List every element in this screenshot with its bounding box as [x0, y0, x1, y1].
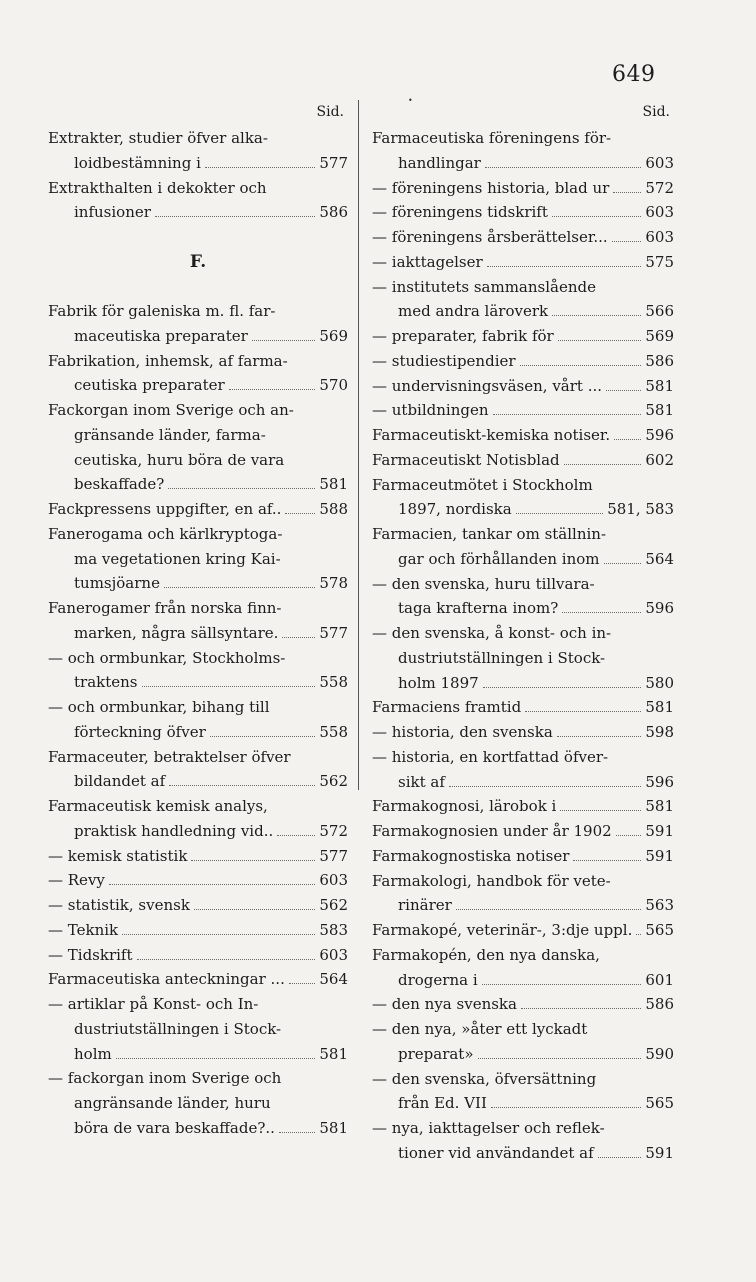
entry-text: Fabrik för galeniska m. fl. far-: [48, 302, 276, 320]
entry-text: — Teknik: [48, 920, 119, 939]
index-entry-line: [48, 349, 348, 374]
dot-leader: [210, 720, 316, 737]
index-entry-line: [48, 596, 348, 621]
index-entry-line: [48, 893, 348, 918]
entry-text: — Tidskrift: [48, 945, 133, 964]
dot-leader: [116, 1042, 316, 1059]
entry-page-number: 586: [645, 351, 674, 370]
index-entry-line: [372, 275, 674, 300]
entry-page-number: 577: [319, 623, 348, 642]
dot-leader: [191, 844, 315, 861]
index-entry-line: [48, 621, 348, 646]
dot-leader: [169, 769, 315, 786]
index-entry-line: [372, 770, 674, 795]
entry-text: maceutiska preparater: [74, 326, 248, 345]
entry-page-number: 596: [645, 772, 674, 791]
index-entry-line: [372, 225, 674, 250]
entry-text: — iakttagelser: [372, 252, 483, 271]
right-entries: [372, 126, 674, 1166]
index-entry-line: [372, 745, 674, 770]
entry-page-number: 562: [319, 772, 348, 791]
dot-leader: [516, 497, 604, 514]
index-entry-line: [372, 844, 674, 869]
index-entry-line: [48, 299, 348, 324]
index-entry-line: [48, 324, 348, 349]
index-entry-line: [48, 868, 348, 893]
index-entry-line: [48, 943, 348, 968]
entry-page-number: 581: [319, 1044, 348, 1063]
entry-text: — den nya, »åter ett lyckadt: [372, 1020, 588, 1038]
dot-leader: [552, 299, 641, 316]
entry-text: gar och förhållanden inom: [398, 549, 600, 568]
index-entry-line: [48, 151, 348, 176]
entry-text: — föreningens historia, blad ur: [372, 178, 610, 197]
index-entry-line: [48, 472, 348, 497]
index-entry-line: [48, 448, 348, 473]
dot-leader: [109, 868, 315, 885]
dot-leader: [137, 943, 316, 960]
entry-page-number: 588: [319, 500, 348, 518]
page-number: 649: [612, 62, 656, 87]
entry-text: infusioner: [74, 203, 151, 222]
index-entry-line: [372, 151, 674, 176]
entry-text: Extrakter, studier öfver alka-: [48, 129, 268, 147]
entry-page-number: 602: [645, 450, 674, 469]
entry-page-number: 590: [645, 1044, 674, 1063]
entry-page-number: 581: [645, 698, 674, 717]
index-entry-line: [372, 918, 674, 943]
index-entry-line: [372, 1116, 674, 1141]
entry-text: Farmaceutiskt Notisblad: [372, 450, 560, 469]
entry-page-number: 583: [319, 920, 348, 939]
entry-page-number: 586: [645, 995, 674, 1014]
dot-leader: [456, 893, 642, 910]
entry-text: — preparater, fabrik för: [372, 327, 554, 345]
entry-page-number: 562: [319, 896, 348, 914]
entry-page-number: 569: [319, 326, 348, 345]
entry-text: — utbildningen: [372, 401, 489, 420]
entry-text: förteckning öfver: [74, 722, 206, 741]
entry-text: — artiklar på Konst- och In-: [48, 995, 259, 1013]
dot-leader: [482, 968, 642, 985]
index-entry-line: [48, 670, 348, 695]
entry-text: — nya, iakttagelser och reflek-: [372, 1119, 605, 1137]
entry-page-number: 564: [645, 549, 674, 568]
entry-page-number: 586: [319, 203, 348, 222]
entry-text: Farmaceutiska anteckningar ...: [48, 970, 285, 989]
index-entry-line: [48, 571, 348, 596]
entry-text: holm: [74, 1044, 112, 1063]
dot-leader: [598, 1141, 642, 1158]
entry-text: rinärer: [398, 896, 452, 915]
entry-text: handlingar: [398, 153, 481, 172]
entry-text: — föreningens tidskrift: [372, 203, 548, 222]
dot-leader: [558, 324, 642, 341]
dot-leader: [552, 200, 641, 217]
index-entry-line: [48, 547, 348, 572]
dot-leader: [606, 374, 641, 391]
entry-text: dustriutställningen i Stock-: [398, 648, 606, 667]
entry-text: Fackpressens uppgifter, en af..: [48, 500, 282, 518]
index-entry-line: [372, 992, 674, 1017]
entry-text: — undervisningsväsen, vårt ...: [372, 376, 603, 395]
index-entry-line: [372, 720, 674, 745]
index-entry-line: [372, 596, 674, 621]
entry-page-number: 591: [645, 822, 674, 840]
entry-page-number: 581, 583: [607, 500, 674, 519]
entry-text: Fabrikation, inhemsk, af farma-: [48, 351, 288, 370]
entry-text: — statistik, svensk: [48, 896, 190, 914]
left-column: [48, 104, 348, 1141]
right-column-header: Sid.: [642, 104, 670, 120]
entry-page-number: 577: [319, 153, 348, 172]
entry-page-number: 575: [645, 252, 674, 271]
entry-page-number: 581: [319, 1118, 348, 1137]
index-entry-line: [48, 646, 348, 671]
index-entry-line: [48, 423, 348, 448]
entry-text: — historia, den svenska: [372, 723, 553, 741]
dot-leader: [636, 918, 641, 935]
index-entry-line: [48, 1116, 348, 1141]
entry-text: 1897, nordiska: [398, 500, 512, 519]
entry-page-number: 581: [645, 376, 674, 395]
print-speck: •: [408, 96, 413, 105]
index-entry-line: [48, 844, 348, 869]
left-entries-e: [48, 126, 348, 225]
entry-page-number: 601: [645, 970, 674, 989]
dot-leader: [282, 621, 315, 638]
entry-page-number: 564: [319, 970, 348, 989]
entry-page-number: 591: [645, 846, 674, 865]
index-entry-line: [372, 126, 674, 151]
index-entry-line: [372, 497, 674, 522]
index-entry-line: [48, 200, 348, 225]
entry-text: Farmakologi, handbok för vete-: [372, 871, 611, 890]
entry-text: från Ed. VII: [398, 1094, 487, 1113]
dot-leader: [168, 472, 315, 489]
index-entry-line: [372, 423, 674, 448]
index-entry-line: [372, 1141, 674, 1166]
entry-text: taga krafterna inom?: [398, 599, 559, 618]
entry-text: — och ormbunkar, bihang till: [48, 698, 270, 716]
dot-leader: [194, 893, 315, 910]
dot-leader: [122, 918, 315, 935]
entry-text: Fanerogama och kärlkryptoga-: [48, 524, 283, 543]
index-entry-line: [372, 968, 674, 993]
dot-leader: [614, 423, 641, 440]
entry-text: Farmaceutisk kemisk analys,: [48, 797, 268, 815]
entry-page-number: 596: [645, 599, 674, 618]
dot-leader: [478, 1042, 642, 1059]
entry-page-number: 565: [645, 1094, 674, 1113]
entry-text: angränsande länder, huru: [74, 1094, 271, 1112]
index-entry-line: [48, 695, 348, 720]
index-entry-line: [48, 967, 348, 992]
index-entry-line: [48, 373, 348, 398]
entry-text: Farmakognosien under år 1902: [372, 822, 612, 840]
index-entry-line: [372, 176, 674, 201]
entry-page-number: 558: [319, 722, 348, 741]
dot-leader: [449, 770, 641, 787]
entry-page-number: 603: [645, 228, 674, 246]
index-entry-line: [48, 126, 348, 151]
index-entry-line: [372, 869, 674, 894]
entry-text: Extrakthalten i dekokter och: [48, 178, 267, 197]
index-entry-line: [372, 200, 674, 225]
dot-leader: [164, 571, 315, 588]
entry-page-number: 572: [319, 821, 348, 840]
entry-text: beskaffade?: [74, 475, 165, 494]
dot-leader: [483, 671, 642, 688]
entry-text: — föreningens årsberättelser...: [372, 228, 608, 246]
index-entry-line: [372, 819, 674, 844]
index-entry-line: [48, 497, 348, 522]
index-entry-line: [372, 473, 674, 498]
dot-leader: [573, 844, 641, 861]
dot-leader: [155, 200, 315, 217]
index-entry-line: [48, 1042, 348, 1067]
entry-text: böra de vara beskaffade?..: [74, 1118, 275, 1137]
index-entry-line: [48, 1091, 348, 1116]
entry-text: marken, några sällsyntare.: [74, 623, 279, 642]
entry-text: — den nya svenska: [372, 995, 517, 1014]
dot-leader: [277, 819, 315, 836]
entry-text: loidbestämning i: [74, 153, 201, 172]
index-entry-line: [372, 671, 674, 696]
dot-leader: [525, 695, 641, 712]
entry-text: tumsjöarne: [74, 574, 160, 593]
index-entry-line: [372, 794, 674, 819]
index-entry-line: [372, 1017, 674, 1042]
entry-text: — historia, en kortfattad öfver-: [372, 747, 609, 766]
entry-page-number: 598: [645, 723, 674, 741]
entry-text: Farmakognostiska notiser: [372, 846, 570, 865]
entry-text: Farmakopé, veterinär-, 3:dje uppl.: [372, 921, 633, 939]
entry-text: Farmakognosi, lärobok i: [372, 797, 557, 816]
entry-text: preparat»: [398, 1044, 474, 1063]
entry-text: — den svenska, huru tillvara-: [372, 574, 595, 593]
index-entry-line: [372, 695, 674, 720]
dot-leader: [205, 151, 315, 168]
entry-text: — och ormbunkar, Stockholms-: [48, 648, 286, 667]
entry-page-number: 603: [319, 945, 348, 964]
index-entry-line: [48, 992, 348, 1017]
index-entry-line: [372, 893, 674, 918]
entry-text: — institutets sammanslående: [372, 277, 596, 296]
index-entry-line: [48, 1066, 348, 1091]
dot-leader: [521, 992, 641, 1009]
dot-leader: [493, 398, 642, 415]
index-entry-line: [372, 250, 674, 275]
index-entry-line: [48, 398, 348, 423]
dot-leader: [604, 547, 642, 564]
entry-page-number: 569: [645, 327, 674, 345]
entry-text: ceutiska, huru böra de vara: [74, 450, 285, 469]
dot-leader: [485, 151, 642, 168]
dot-leader: [613, 176, 641, 193]
index-entry-line: [48, 794, 348, 819]
index-entry-line: [372, 374, 674, 399]
dot-leader: [557, 720, 642, 737]
entry-text: traktens: [74, 673, 138, 692]
entry-page-number: 558: [319, 673, 348, 692]
dot-leader: [252, 324, 316, 341]
entry-text: Fackorgan inom Sverige och an-: [48, 401, 294, 419]
left-column-header: Sid.: [316, 104, 344, 120]
entry-text: — kemisk statistik: [48, 846, 188, 865]
entry-page-number: 581: [319, 475, 348, 494]
entry-page-number: 565: [645, 921, 674, 939]
dot-leader: [612, 225, 642, 242]
entry-page-number: 578: [319, 574, 348, 593]
dot-leader: [285, 497, 315, 514]
index-entry-line: [372, 547, 674, 572]
entry-text: — den svenska, öfversättning: [372, 1069, 597, 1088]
index-entry-line: [372, 1067, 674, 1092]
entry-text: — fackorgan inom Sverige och: [48, 1069, 282, 1088]
entry-text: — Revy: [48, 871, 105, 890]
index-entry-line: [48, 522, 348, 547]
entry-text: med andra läroverk: [398, 302, 549, 321]
index-entry-line: [48, 769, 348, 794]
entry-text: bildandet af: [74, 772, 166, 791]
entry-text: ceutiska preparater: [74, 376, 225, 395]
dot-leader: [289, 967, 316, 984]
dot-leader: [562, 596, 641, 613]
index-entry-line: [48, 720, 348, 745]
entry-page-number: 603: [645, 153, 674, 172]
entry-text: Farmakopén, den nya danska,: [372, 945, 600, 964]
dot-leader: [560, 794, 641, 811]
entry-page-number: 591: [645, 1143, 674, 1162]
entry-page-number: 603: [645, 203, 674, 222]
entry-text: Farmaceutmötet i Stockholm: [372, 475, 593, 494]
entry-text: — studiestipendier: [372, 351, 516, 370]
index-entry-line: [372, 299, 674, 324]
entry-page-number: 577: [319, 846, 348, 865]
dot-leader: [487, 250, 642, 267]
index-entry-line: [372, 621, 674, 646]
entry-text: praktisk handledning vid..: [74, 821, 274, 840]
entry-text: Farmaceutiskt-kemiska notiser.: [372, 426, 611, 444]
index-entry-line: [372, 522, 674, 547]
entry-text: dustriutställningen i Stock-: [74, 1019, 282, 1038]
entry-page-number: 596: [645, 426, 674, 444]
dot-leader: [616, 819, 642, 836]
index-entry-line: [372, 398, 674, 423]
index-entry-line: [372, 572, 674, 597]
entry-page-number: 572: [645, 178, 674, 197]
index-entry-line: [48, 176, 348, 201]
right-column: [372, 104, 674, 1166]
index-entry-line: [372, 324, 674, 349]
index-entry-line: [48, 745, 348, 770]
entry-text: gränsande länder, farma-: [74, 425, 266, 444]
dot-leader: [520, 349, 642, 366]
index-entry-line: [48, 819, 348, 844]
left-entries-f: [48, 299, 348, 1141]
dot-leader: [279, 1116, 315, 1133]
entry-text: drogerna i: [398, 970, 478, 989]
entry-text: — den svenska, å konst- och in-: [372, 624, 612, 642]
entry-text: tioner vid användandet af: [398, 1143, 594, 1162]
entry-page-number: 580: [645, 673, 674, 692]
entry-page-number: 563: [645, 896, 674, 915]
entry-text: Farmacien, tankar om ställnin-: [372, 525, 607, 543]
index-entry-line: [372, 1042, 674, 1067]
entry-page-number: 603: [319, 871, 348, 890]
entry-page-number: 566: [645, 302, 674, 321]
entry-text: Fanerogamer från norska finn-: [48, 599, 282, 617]
section-letter: F.: [189, 252, 207, 272]
index-entry-line: [372, 943, 674, 968]
index-entry-line: [372, 448, 674, 473]
entry-text: ma vegetationen kring Kai-: [74, 549, 281, 568]
index-entry-line: [372, 646, 674, 671]
entry-text: Farmaceutiska föreningens för-: [372, 129, 612, 147]
index-entry-line: [48, 1017, 348, 1042]
entry-text: sikt af: [398, 772, 445, 791]
entry-text: Farmaceuter, betraktelser öfver: [48, 747, 291, 766]
index-entry-line: [372, 349, 674, 374]
entry-text: Farmaciens framtid: [372, 698, 522, 717]
entry-page-number: 581: [645, 797, 674, 816]
entry-text: holm 1897: [398, 673, 479, 692]
dot-leader: [491, 1091, 641, 1108]
dot-leader: [564, 448, 642, 465]
index-entry-line: [372, 1091, 674, 1116]
column-divider: [358, 100, 359, 790]
entry-page-number: 581: [645, 401, 674, 420]
dot-leader: [142, 670, 316, 687]
dot-leader: [229, 373, 316, 390]
entry-page-number: 570: [319, 376, 348, 395]
index-entry-line: [48, 918, 348, 943]
